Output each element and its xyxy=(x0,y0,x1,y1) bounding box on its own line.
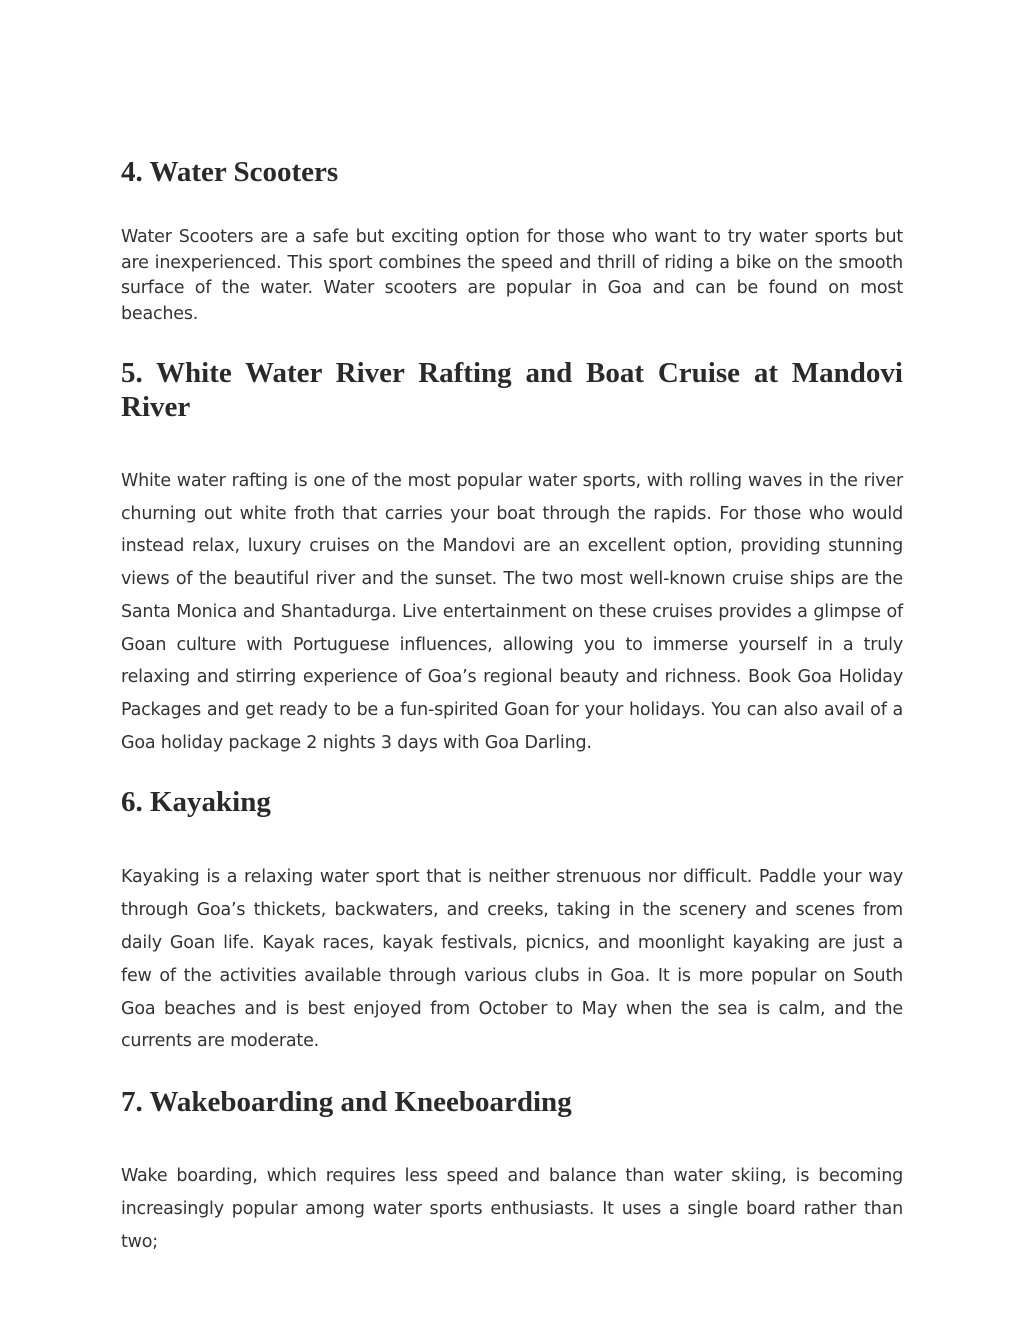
section-heading-wakeboarding: 7. Wakeboarding and Kneeboarding xyxy=(121,1086,572,1119)
section-body-wakeboarding: Wake boarding, which requires less speed and balance than water skiing, is becoming increasingly popular among water sports enthusiasts. It uses a single board rather than two; xyxy=(121,1166,903,1252)
document-page xyxy=(121,150,903,1259)
section-heading-river-rafting: 5. White Water River Rafting and Boat Cruise at Mandovi River xyxy=(121,357,903,423)
section-body-kayaking: Kayaking is a relaxing water sport that is neither strenuous nor difficult. Paddle your way through Goa’s thickets, backwaters, and creeks, taking in the scenery and scenes from daily Goan life. Kayak races, kayak festivals, picnics, and moonlight kayaking are just a few of the activities available through various clubs in Goa. It is more popular on South Goa beaches and is best enjoyed from October to May when the sea is calm, and the currents are moderate. xyxy=(121,867,903,1052)
section-body-water-scooters: Water Scooters are a safe but exciting option for those who want to try water sports but are inexperienced. This sport combines the speed and thrill of riding a bike on the smooth surface of the water. Water scooters are popular in Goa and can be found on most beaches. xyxy=(121,227,903,324)
section-heading-kayaking: 6. Kayaking xyxy=(121,786,271,819)
section-body-river-rafting: White water rafting is one of the most popular water sports, with rolling waves in the river churning out white froth that carries your boat through the rapids. For those who would instead relax, luxury cruises on the Mandovi are an excellent option, providing stunning views of the beautiful river and the sunset. The two most well-known cruise ships are the Santa Monica and Shantadurga. Live entertainment on these cruises provides a glimpse of Goan culture with Portuguese influences, allowing you to immerse yourself in a truly relaxing and stirring experience of Goa’s regional beauty and richness. Book Goa Holiday Packages and get ready to be a fun-spirited Goan for your holidays. You can also avail of a Goa holiday package 2 nights 3 days with Goa Darling. xyxy=(121,471,903,753)
section-heading-water-scooters: 4. Water Scooters xyxy=(121,156,339,188)
